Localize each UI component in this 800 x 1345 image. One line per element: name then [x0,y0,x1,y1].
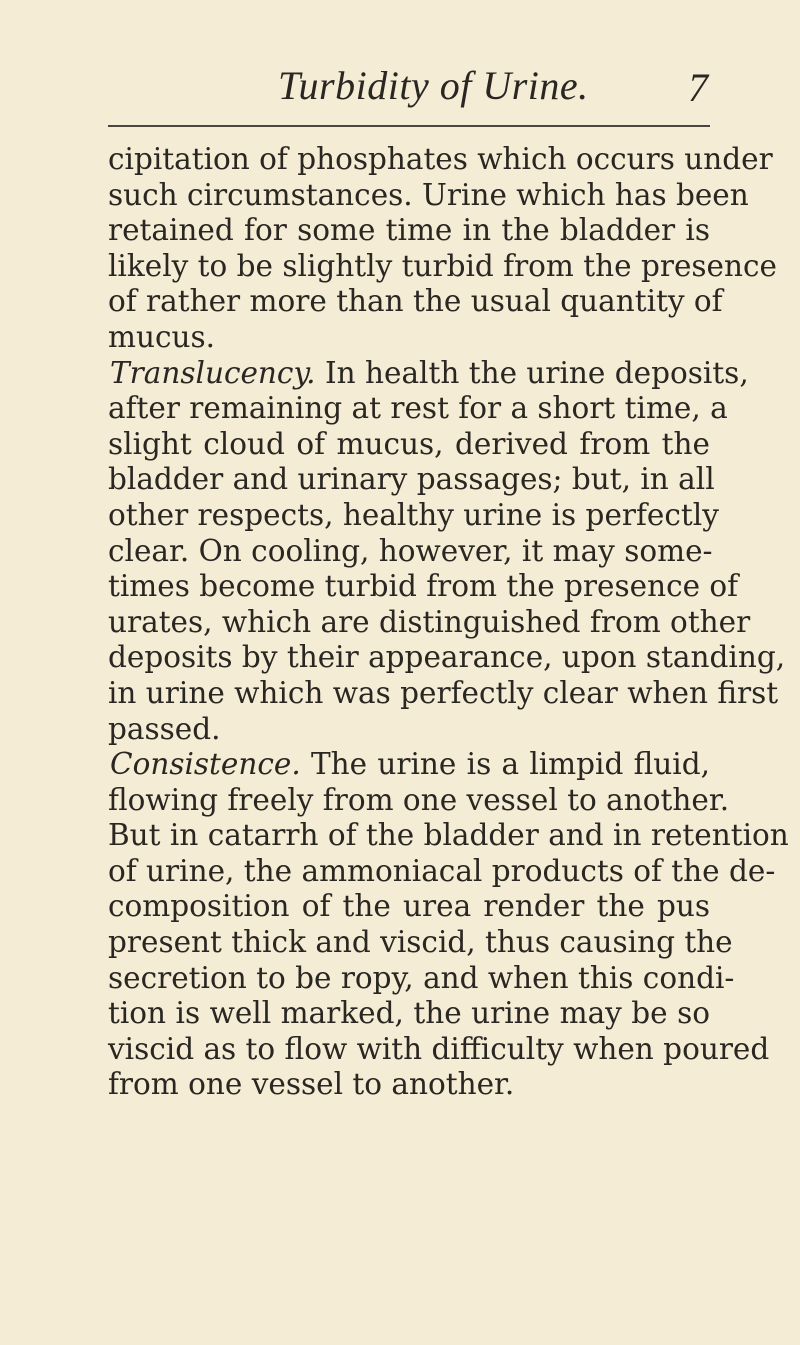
text-line: in urine which was perfectly clear when first [108,675,779,710]
text-line: tion is well marked, the urine may be so [108,996,710,1031]
text-line: slight cloud of mucus, derived from the [108,426,710,461]
text-line: times become turbid from the presence of [108,569,739,604]
text-line [108,747,710,783]
text-line [108,355,749,392]
text-line: secretion to be ropy, and when this condi- [108,960,735,995]
text-line: after remaining at rest for a short time, a [108,391,728,426]
running-title: Turbidity of Urine. [278,63,589,108]
text-line: deposits by their appearance, upon standing, [108,640,786,675]
text-line: clear. On cooling, however, it may some- [108,533,713,568]
text-line-remainder: In health the urine deposits, [324,355,749,390]
text-line: likely to be slightly turbid from the presence [108,248,777,283]
page-number: 7 [688,65,708,110]
text-line: of rather more than the usual quantity of [108,284,723,319]
text-line: composition of the urea render the pus [108,889,710,924]
text-line: passed. [108,711,221,746]
text-line: present thick and viscid, thus causing the [108,925,733,960]
section-heading-consistence: Consistence. [110,747,301,782]
text-line: viscid as to flow with difficulty when poured [108,1031,770,1066]
text-line-remainder: The urine is a limpid fluid, [310,747,710,782]
header-rule [108,125,710,127]
text-line: bladder and urinary passages; but, in all [108,462,715,497]
text-line: of urine, the ammoniacal products of the de- [108,853,776,888]
text-line: from one vessel to another. [108,1067,515,1102]
running-head [108,62,708,122]
text-line: other respects, healthy urine is perfectly [108,497,719,532]
text-line: But in catarrh of the bladder and in retention [108,818,789,853]
text-line: retained for some time in the bladder is [108,213,710,248]
body-text [108,142,789,1103]
text-line: urates, which are distinguished from other [108,604,751,639]
text-line: such circumstances. Urine which has been [108,177,749,212]
text-line: mucus. [108,319,216,354]
section-heading-translucency: Translucency. [110,355,316,390]
text-line: cipitation of phosphates which occurs under [108,142,773,176]
text-line: flowing freely from one vessel to another. [108,782,730,817]
